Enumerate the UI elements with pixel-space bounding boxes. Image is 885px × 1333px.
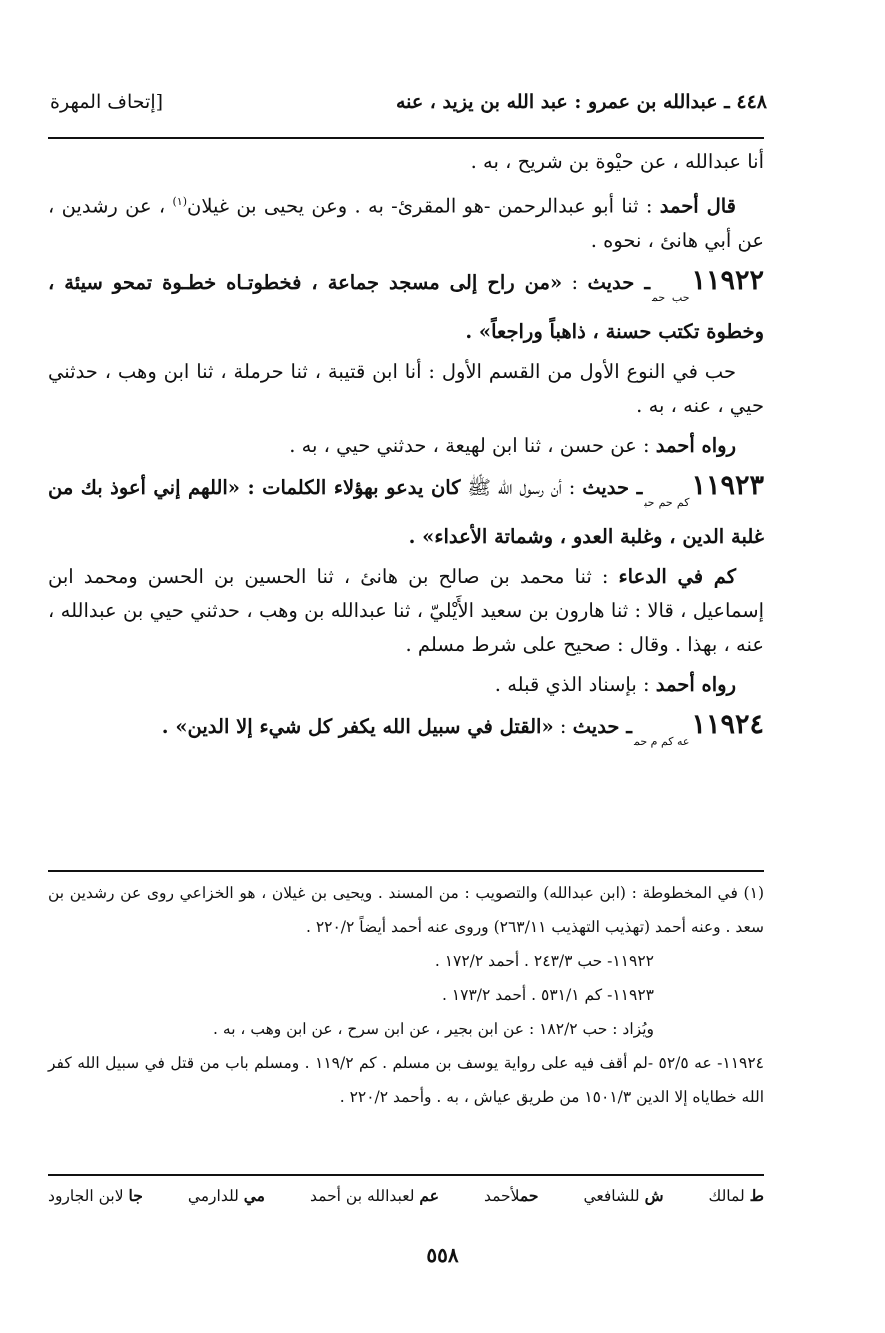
hadith-text: كان يدعو بهؤلاء الكلمات : «اللهم إني أعوذ بك من غلبة الدين ، وغلبة العدو ، وشماتة الأعداء» . <box>48 475 764 548</box>
footnote: (١) في المخطوطة : (ابن عبدالله) والتصويب : من المسند . ويحيى بن غيلان ، هو الخزاعي روى عن رشدين بن سعد . وعنه أحمد (تهذيب التهذيب ٢٦٣/١١) وروى عنه أحمد أيضاً ٢٢٠/٢ . <box>48 884 764 936</box>
running-header <box>50 82 767 122</box>
header-book-title: [إتحاف المهرة <box>50 91 164 113</box>
hadith-number: ١١٩٢٢ <box>691 264 765 296</box>
footnote-rule <box>48 870 764 872</box>
abbreviation-item: مي للدارمي <box>187 1186 265 1205</box>
hadith-sigla: عه كم م حم <box>634 734 690 748</box>
abbreviation-item: ش للشافعي <box>583 1186 664 1205</box>
paragraph: رواه أحمد : عن حسن ، ثنا ابن لهيعة ، حدثني حيي ، به . <box>289 433 736 457</box>
hadith-text: «من راح إلى مسجد جماعة ، فخطوتـاه خطـوة تمحو سيئة ، وخطوة تكتب حسنة ، ذاهباً وراجعاً» . <box>48 270 764 343</box>
hadith-entry: $١١٩٢٤_{عه كم م حم}ـ$ حديث : «القتل في سبيل الله يكفر كل شيء إلا الدين» . <box>161 708 764 748</box>
abbreviation-item: عم لعبدالله بن أحمد <box>310 1186 439 1205</box>
footnotes <box>48 876 764 1114</box>
hadith-sigla: كم حم حب <box>644 495 690 509</box>
footnote: ١١٩٢٢- حب ٢٤٣/٣ . أحمد ١٧٢/٢ . <box>434 952 654 970</box>
abbreviation-item: حملأحمد <box>483 1186 539 1205</box>
header-rule <box>48 137 764 139</box>
abbreviation-item: ط لمالك <box>708 1186 764 1205</box>
main-text <box>48 145 764 765</box>
hadith-text: «القتل في سبيل الله يكفر كل شيء إلا الدين» . <box>161 714 554 738</box>
footnote: ويُزاد : حب ١٨٢/٢ : عن ابن بجير ، عن ابن سرح ، عن ابن وهب ، به . <box>213 1020 654 1038</box>
footnote: ١١٩٢٤- عه ٥٢/٥ -لم أقف فيه على رواية يوسف بن مسلم . كم ١١٩/٢ . ومسلم باب من قتل في سبيل الله كفر الله خطاياه إلا الدين ١٥٠١/٣ من طريق عياش ، به . وأحمد ٢٢٠/٢ . <box>48 1054 765 1106</box>
paragraph: رواه أحمد : بإسناد الذي قبله . <box>494 672 736 696</box>
abbreviation-item: جا لابن الجارود <box>48 1186 143 1205</box>
page-number: ٥٥٨ <box>426 1243 459 1267</box>
paragraph: أنا عبدالله ، عن حيْوة بن شريح ، به . <box>470 150 764 173</box>
abbreviations-key <box>48 1186 764 1205</box>
hadith-number: ١١٩٢٣ <box>691 469 765 501</box>
paragraph: قال أحمد : ثنا أبو عبدالرحمن -هو المقرئ- به . وعن يحيى بن غيلان$^{(١)}$ ، عن رشدين ، عن أبي هانئ ، نحوه . <box>48 194 764 252</box>
hadith-number: ١١٩٢٤ <box>691 708 764 740</box>
hadith-sigla: حب حم <box>652 290 690 304</box>
paragraph: كم في الدعاء : ثنا محمد بن صالح بن هانئ ، ثنا الحسين بن الحسن ومحمد ابن إسماعيل ، قالا : ثنا هارون بن سعيد الأَيْليّ ، ثنا عبدالله بن وهب ، حدثني حيي بن عبدالله ، عنه ، بهذا . وقال : صحيح على شرط مسلم . <box>48 564 764 656</box>
header-title: ٤٤٨ ـ عبدالله بن عمرو : عبد الله بن يزيد ، عنه <box>395 91 767 113</box>
hadith-entry: $١١٩٢٣_{كم حم حب}ـ$ حديث : أن رسول الله ﷺ كان يدعو بهؤلاء الكلمات : «اللهم إني أعوذ بك من غلبة الدين ، وغلبة العدو ، وشماتة الأعداء» . <box>48 469 765 548</box>
abbreviations-rule <box>48 1174 764 1176</box>
hadith-entry: $١١٩٢٢_{حب حم}ـ$ حديث : «من راح إلى مسجد جماعة ، فخطوتـاه خطـوة تمحو سيئة ، وخطوة تكتب حسنة ، ذاهباً وراجعاً» . <box>48 264 765 343</box>
footnote-marker: (١) <box>172 195 187 208</box>
footnote: ١١٩٢٣- كم ٥٣١/١ . أحمد ١٧٣/٢ . <box>441 986 654 1004</box>
paragraph: حب في النوع الأول من القسم الأول : أنا ابن قتيبة ، ثنا حرملة ، ثنا ابن وهب ، حدثني حيي ، عنه ، به . <box>48 359 764 417</box>
